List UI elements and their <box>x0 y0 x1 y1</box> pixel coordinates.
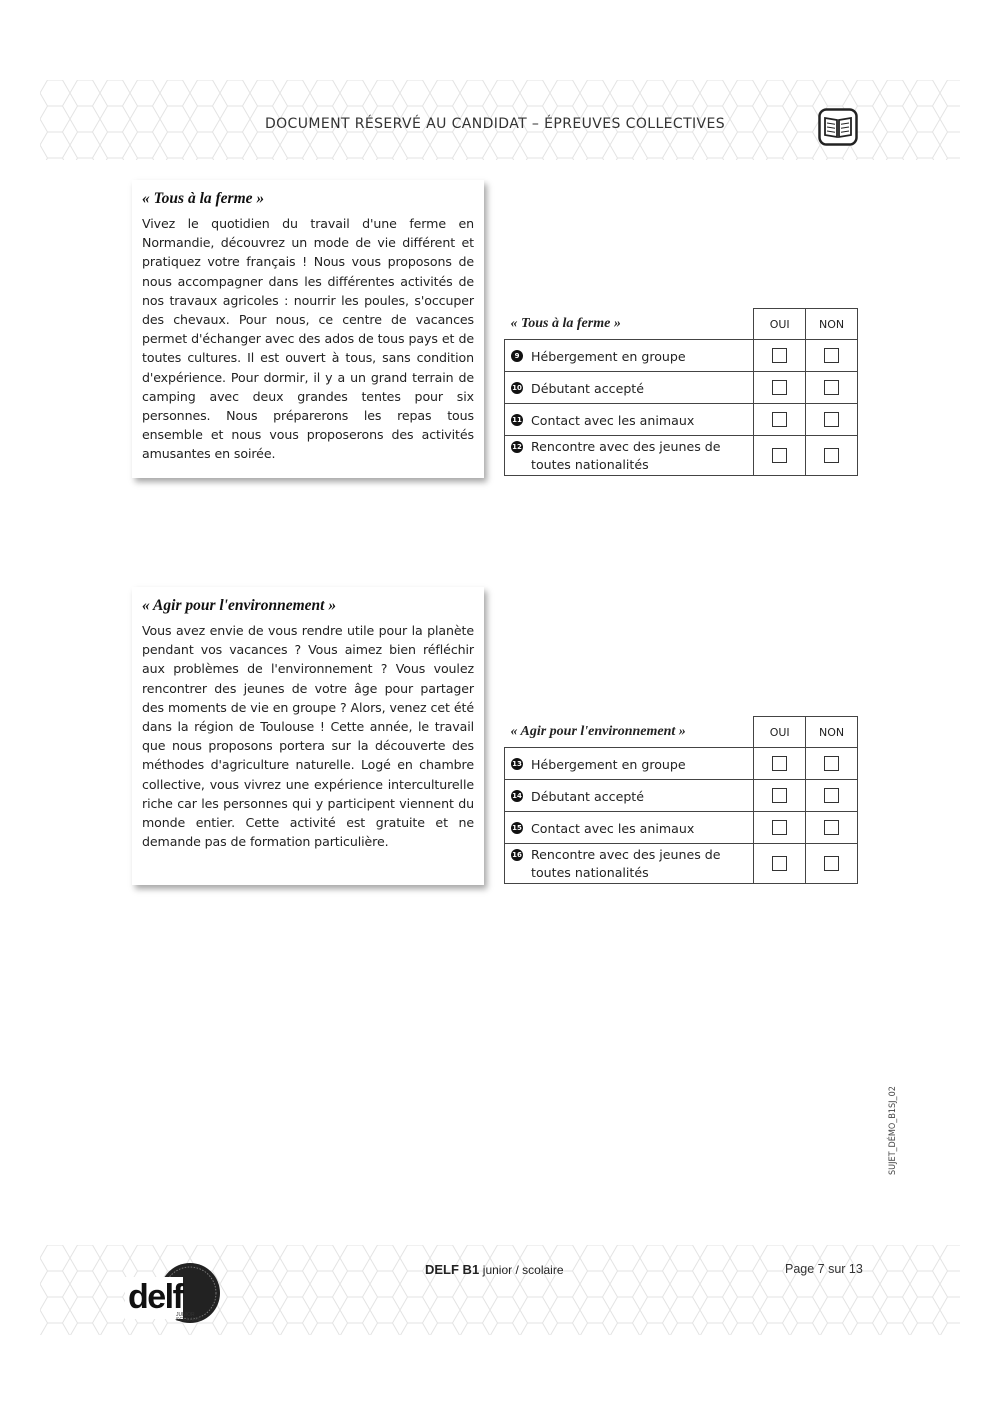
answer-table-ferme <box>504 308 858 476</box>
question-number: 12 <box>512 442 522 451</box>
table-row <box>505 404 858 436</box>
checkbox-non[interactable] <box>824 348 839 363</box>
page-number: Page 7 sur 13 <box>785 1262 863 1276</box>
question-number: 9 <box>511 350 523 362</box>
table-row <box>505 340 858 372</box>
checkbox-oui[interactable] <box>772 856 787 871</box>
header-title: DOCUMENT RÉSERVÉ AU CANDIDAT – ÉPREUVES COLLECTIVES <box>264 116 726 132</box>
question-label: Débutant accepté <box>531 788 644 804</box>
checkbox-oui[interactable] <box>772 412 787 427</box>
checkbox-non[interactable] <box>824 820 839 835</box>
question-label: Hébergement en groupe <box>531 348 686 364</box>
checkbox-non[interactable] <box>824 380 839 395</box>
question-label: Contact avec les animaux <box>531 820 695 836</box>
checkbox-non[interactable] <box>824 448 839 463</box>
footer-exam <box>425 1262 564 1277</box>
logo-subtitle: JUNIOR SCOLAIRE <box>176 1312 202 1323</box>
ad-box-environnement <box>132 587 484 885</box>
checkbox-non[interactable] <box>824 756 839 771</box>
ad-title: « Agir pour l'environnement » <box>142 597 337 614</box>
checkbox-oui[interactable] <box>772 448 787 463</box>
question-number: 16 <box>512 850 522 859</box>
table-title: « Agir pour l'environnement » <box>505 717 754 748</box>
question-label: Débutant accepté <box>531 380 644 396</box>
checkbox-non[interactable] <box>824 788 839 803</box>
question-label: Rencontre avec des jeunes de toutes nationalités <box>531 846 721 880</box>
question-label: Rencontre avec des jeunes de toutes nationalités <box>531 438 721 472</box>
ad-title: « Tous à la ferme » <box>142 190 265 207</box>
column-non: NON <box>806 309 858 340</box>
column-non: NON <box>806 717 858 748</box>
table-row <box>505 812 858 844</box>
ad-body: Vivez le quotidien du travail d'une ferme en Normandie, découvrez un mode de vie différent et pratiquez votre français ! Nous vous proposons de nous accompagner dans les différentes activités de nos travaux agricoles : nourrir les poules, s'occuper des chevaux. Pour nous, ce centre de vacances permet d'échanger avec des ados de tous pays et de toutes cultures. Il est ouvert à tous, sans condition d'expérience. Pour dormir, il y a un grand terrain de camping avec deux grandes tentes pour six personnes. Nous préparerons les repas tous ensemble et nous vous proposerons des activités amusantes en soirée. <box>142 216 474 462</box>
table-title: « Tous à la ferme » <box>505 309 754 340</box>
delf-logo-text: delf <box>128 1278 183 1316</box>
checkbox-non[interactable] <box>824 412 839 427</box>
question-label: Hébergement en groupe <box>531 756 686 772</box>
table-row <box>505 748 858 780</box>
question-number: 13 <box>512 760 522 768</box>
column-oui: OUI <box>754 717 806 748</box>
table-header-row <box>505 309 858 340</box>
checkbox-oui[interactable] <box>772 380 787 395</box>
exam-name: DELF B1 <box>425 1262 480 1277</box>
side-code: SUJET_DÉMO_B1SJ_02 <box>888 1086 898 1175</box>
question-number: 10 <box>512 384 522 392</box>
answer-table-environnement <box>504 716 858 884</box>
book-icon <box>818 108 858 146</box>
question-number: 14 <box>512 792 522 800</box>
checkbox-non[interactable] <box>824 856 839 871</box>
ad-body: Vous avez envie de vous rendre utile pour la planète pendant vos vacances ? Vous aimez bien réfléchir aux problèmes de l'environnement ? Vous voulez rencontrer des jeunes de votre âge pour partager des moments de vie en groupe ? Alors, venez cet été dans la région de Toulouse ! Cette année, le travail que nous proposons portera sur la découverte des méthodes d'agriculture naturelle. Logé en chambre collective, vous vivrez une expérience interculturelle riche car les personnes qui y participent viennent du monde entier. Cette activité est gratuite et ne demande pas de formation particulière. <box>142 623 474 850</box>
checkbox-oui[interactable] <box>772 756 787 771</box>
ad-box-ferme <box>132 180 484 478</box>
checkbox-oui[interactable] <box>772 788 787 803</box>
question-label: Contact avec les animaux <box>531 412 695 428</box>
table-row <box>505 780 858 812</box>
question-number: 11 <box>512 416 522 424</box>
checkbox-oui[interactable] <box>772 820 787 835</box>
table-row <box>505 436 858 476</box>
column-oui: OUI <box>754 309 806 340</box>
checkbox-oui[interactable] <box>772 348 787 363</box>
question-number: 15 <box>512 824 522 832</box>
exam-level: junior / scolaire <box>482 1263 564 1277</box>
table-header-row <box>505 717 858 748</box>
table-row <box>505 372 858 404</box>
table-row <box>505 844 858 884</box>
